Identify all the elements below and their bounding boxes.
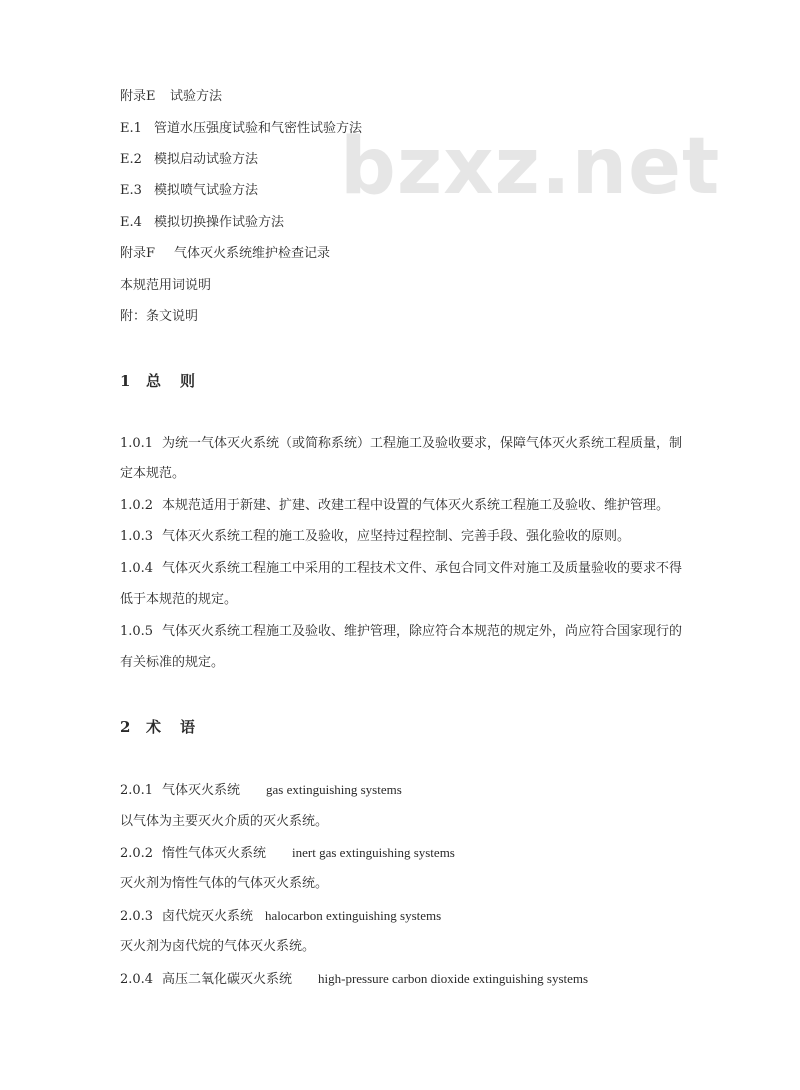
clause-continuation: 有关标准的规定。 xyxy=(120,655,225,670)
clause: 1.0.3 气体灭火系统工程的施工及验收，应坚持过程控制、完善手段、强化验收的原则。 xyxy=(120,529,631,544)
term-definition: 灭火剂为惰性气体的气体灭火系统。 xyxy=(120,876,329,891)
term: 2.0.1 气体灭火系统 gas extinguishing systems xyxy=(120,782,402,798)
toc-item: E.1 管道水压强度试验和气密性试验方法 xyxy=(120,121,363,136)
term: 2.0.3 卤代烷灭火系统 halocarbon extinguishing systems xyxy=(120,908,442,924)
toc-item: E.2 模拟启动试验方法 xyxy=(120,152,259,167)
toc-item: 附：条文说明 xyxy=(120,309,199,324)
term-definition: 以气体为主要灭火介质的灭火系统。 xyxy=(120,814,329,829)
clause-continuation: 低于本规范的规定。 xyxy=(120,592,238,607)
toc-item: E.3 模拟喷气试验方法 xyxy=(120,183,259,198)
toc-item: E.4 模拟切换操作试验方法 xyxy=(120,215,285,230)
toc-item: 附录E 试验方法 xyxy=(120,89,223,104)
toc-item: 附录F 气体灭火系统维护检查记录 xyxy=(120,246,331,261)
clause: 1.0.4 气体灭火系统工程施工中采用的工程技术文件、承包合同文件对施工及质量验收的要求不得 xyxy=(120,561,683,576)
term: 2.0.2 惰性气体灭火系统 inert gas extinguishing systems xyxy=(120,845,455,861)
section-heading: 1 总 则 xyxy=(120,372,198,390)
clause: 1.0.5 气体灭火系统工程施工及验收、维护管理，除应符合本规范的规定外，尚应符合国家现行的 xyxy=(120,624,683,639)
clause-continuation: 定本规范。 xyxy=(120,466,186,481)
toc-item: 本规范用词说明 xyxy=(120,278,212,293)
term: 2.0.4 高压二氧化碳灭火系统 high-pressure carbon dioxide extinguishing systems xyxy=(120,971,589,987)
watermark: bzxz.net xyxy=(340,122,721,212)
clause: 1.0.1 为统一气体灭火系统（或简称系统）工程施工及验收要求，保障气体灭火系统工程质量，制 xyxy=(120,436,683,451)
section-heading: 2 术 语 xyxy=(120,718,198,736)
clause: 1.0.2 本规范适用于新建、扩建、改建工程中设置的气体灭火系统工程施工及验收、维护管理。 xyxy=(120,498,670,513)
term-definition: 灭火剂为卤代烷的气体灭火系统。 xyxy=(120,939,316,954)
